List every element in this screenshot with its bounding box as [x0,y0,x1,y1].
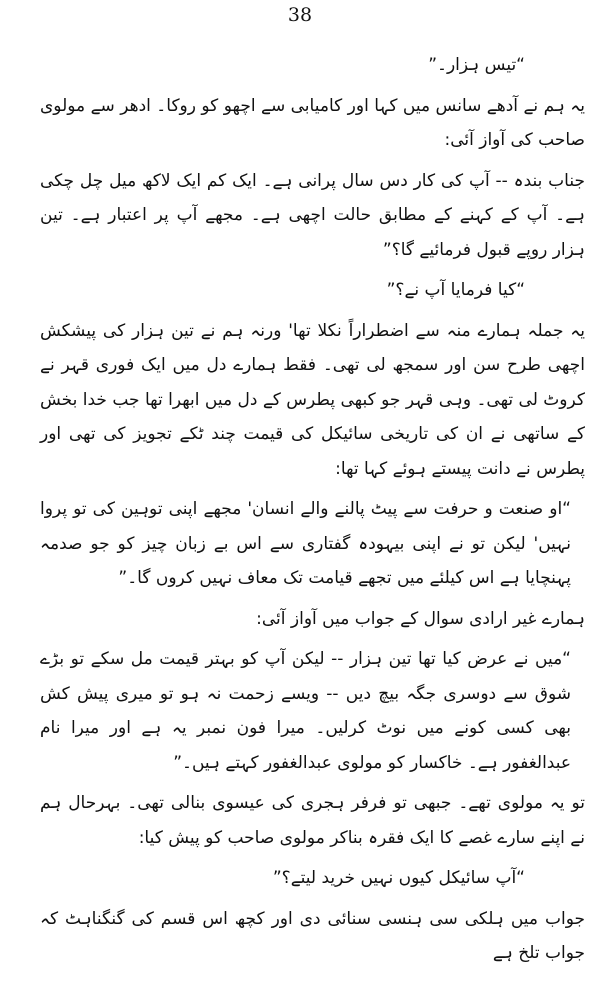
body-text [40,48,585,977]
paragraph: یہ ہم نے آدھے سانس میں کہا اور کامیابی سے اچھو کو روکا۔ ادھر سے مولوی صاحب کی آواز آئی: [40,95,585,150]
paragraph: تو یہ مولوی تھے۔ جبھی تو فرفر ہجری کی عیسوی بنالی تھی۔ بہرحال ہم نے اپنے سارے غصے کا ایک فقرہ بناکر مولوی صاحب کو پیش کیا: [40,793,585,848]
paragraph: “او صنعت و حرفت سے پیٹ پالنے والے انسان' مجھے اپنی توہین کی تو پروا نہیں' لیکن تو نے اپنی بیہودہ گفتاری سے اس بے زبان چیز کو جو صدمہ پہنچایا ہے اس کیلئے میں تجھے قیامت تک معاف نہیں کروں گا۔” [40,499,571,588]
paragraph: جواب میں ہلکی سی ہنسی سنائی دی اور کچھ اس قسم کی گنگناہٹ کہ جواب تلخ ہے [40,908,585,963]
paragraph: یہ جملہ ہمارے منہ سے اضطراراً نکلا تھا' ورنہ ہم نے تین ہزار کی پیشکش اچھی طرح سن اور سمجھ لی تھی۔ فقط ہمارے دل میں ایک فوری قہر نے کروٹ لی تھی۔ وہی قہر جو کبھی پطرس کے دل میں ابھرا تھا جب خدا بخش کے ساتھی نے ان کی تاریخی سائیکل کی قیمت چند ٹکے تجویز کی تھی اور پطرس نے دانت پیستے ہوئے کہا تھا: [40,320,585,479]
paragraph: “کیا فرمایا آپ نے؟” [386,280,525,300]
paragraph: “آپ سائیکل کیوں نہیں خرید لیتے؟” [272,868,525,888]
paragraph: ہمارے غیر ارادی سوال کے جواب میں آواز آئی: [256,608,585,629]
paragraph: جناب بندہ -- آپ کی کار دس سال پرانی ہے۔ ایک کم ایک لاکھ میل چل چکی ہے۔ آپ کے کہنے کے مطابق حالت اچھی ہے۔ مجھے آپ پر اعتبار ہے۔ تین ہزار روپے قبول فرمائیے گا؟” [40,170,585,260]
paragraph: “تیس ہزار۔” [428,55,525,75]
page-number: 38 [287,4,313,26]
paragraph: “میں نے عرض کیا تھا تین ہزار -- لیکن آپ کو بہتر قیمت مل سکے تو بڑے شوق سے دوسری جگہ بیچ دیں -- ویسے زحمت نہ ہو تو میری پیش کش بھی کسی کونے میں نوٹ کرلیں۔ میرا فون نمبر یہ ہے اور میرا نام عبدالغفور ہے۔ خاکسار کو مولوی عبدالغفور کہتے ہیں۔” [40,649,571,773]
